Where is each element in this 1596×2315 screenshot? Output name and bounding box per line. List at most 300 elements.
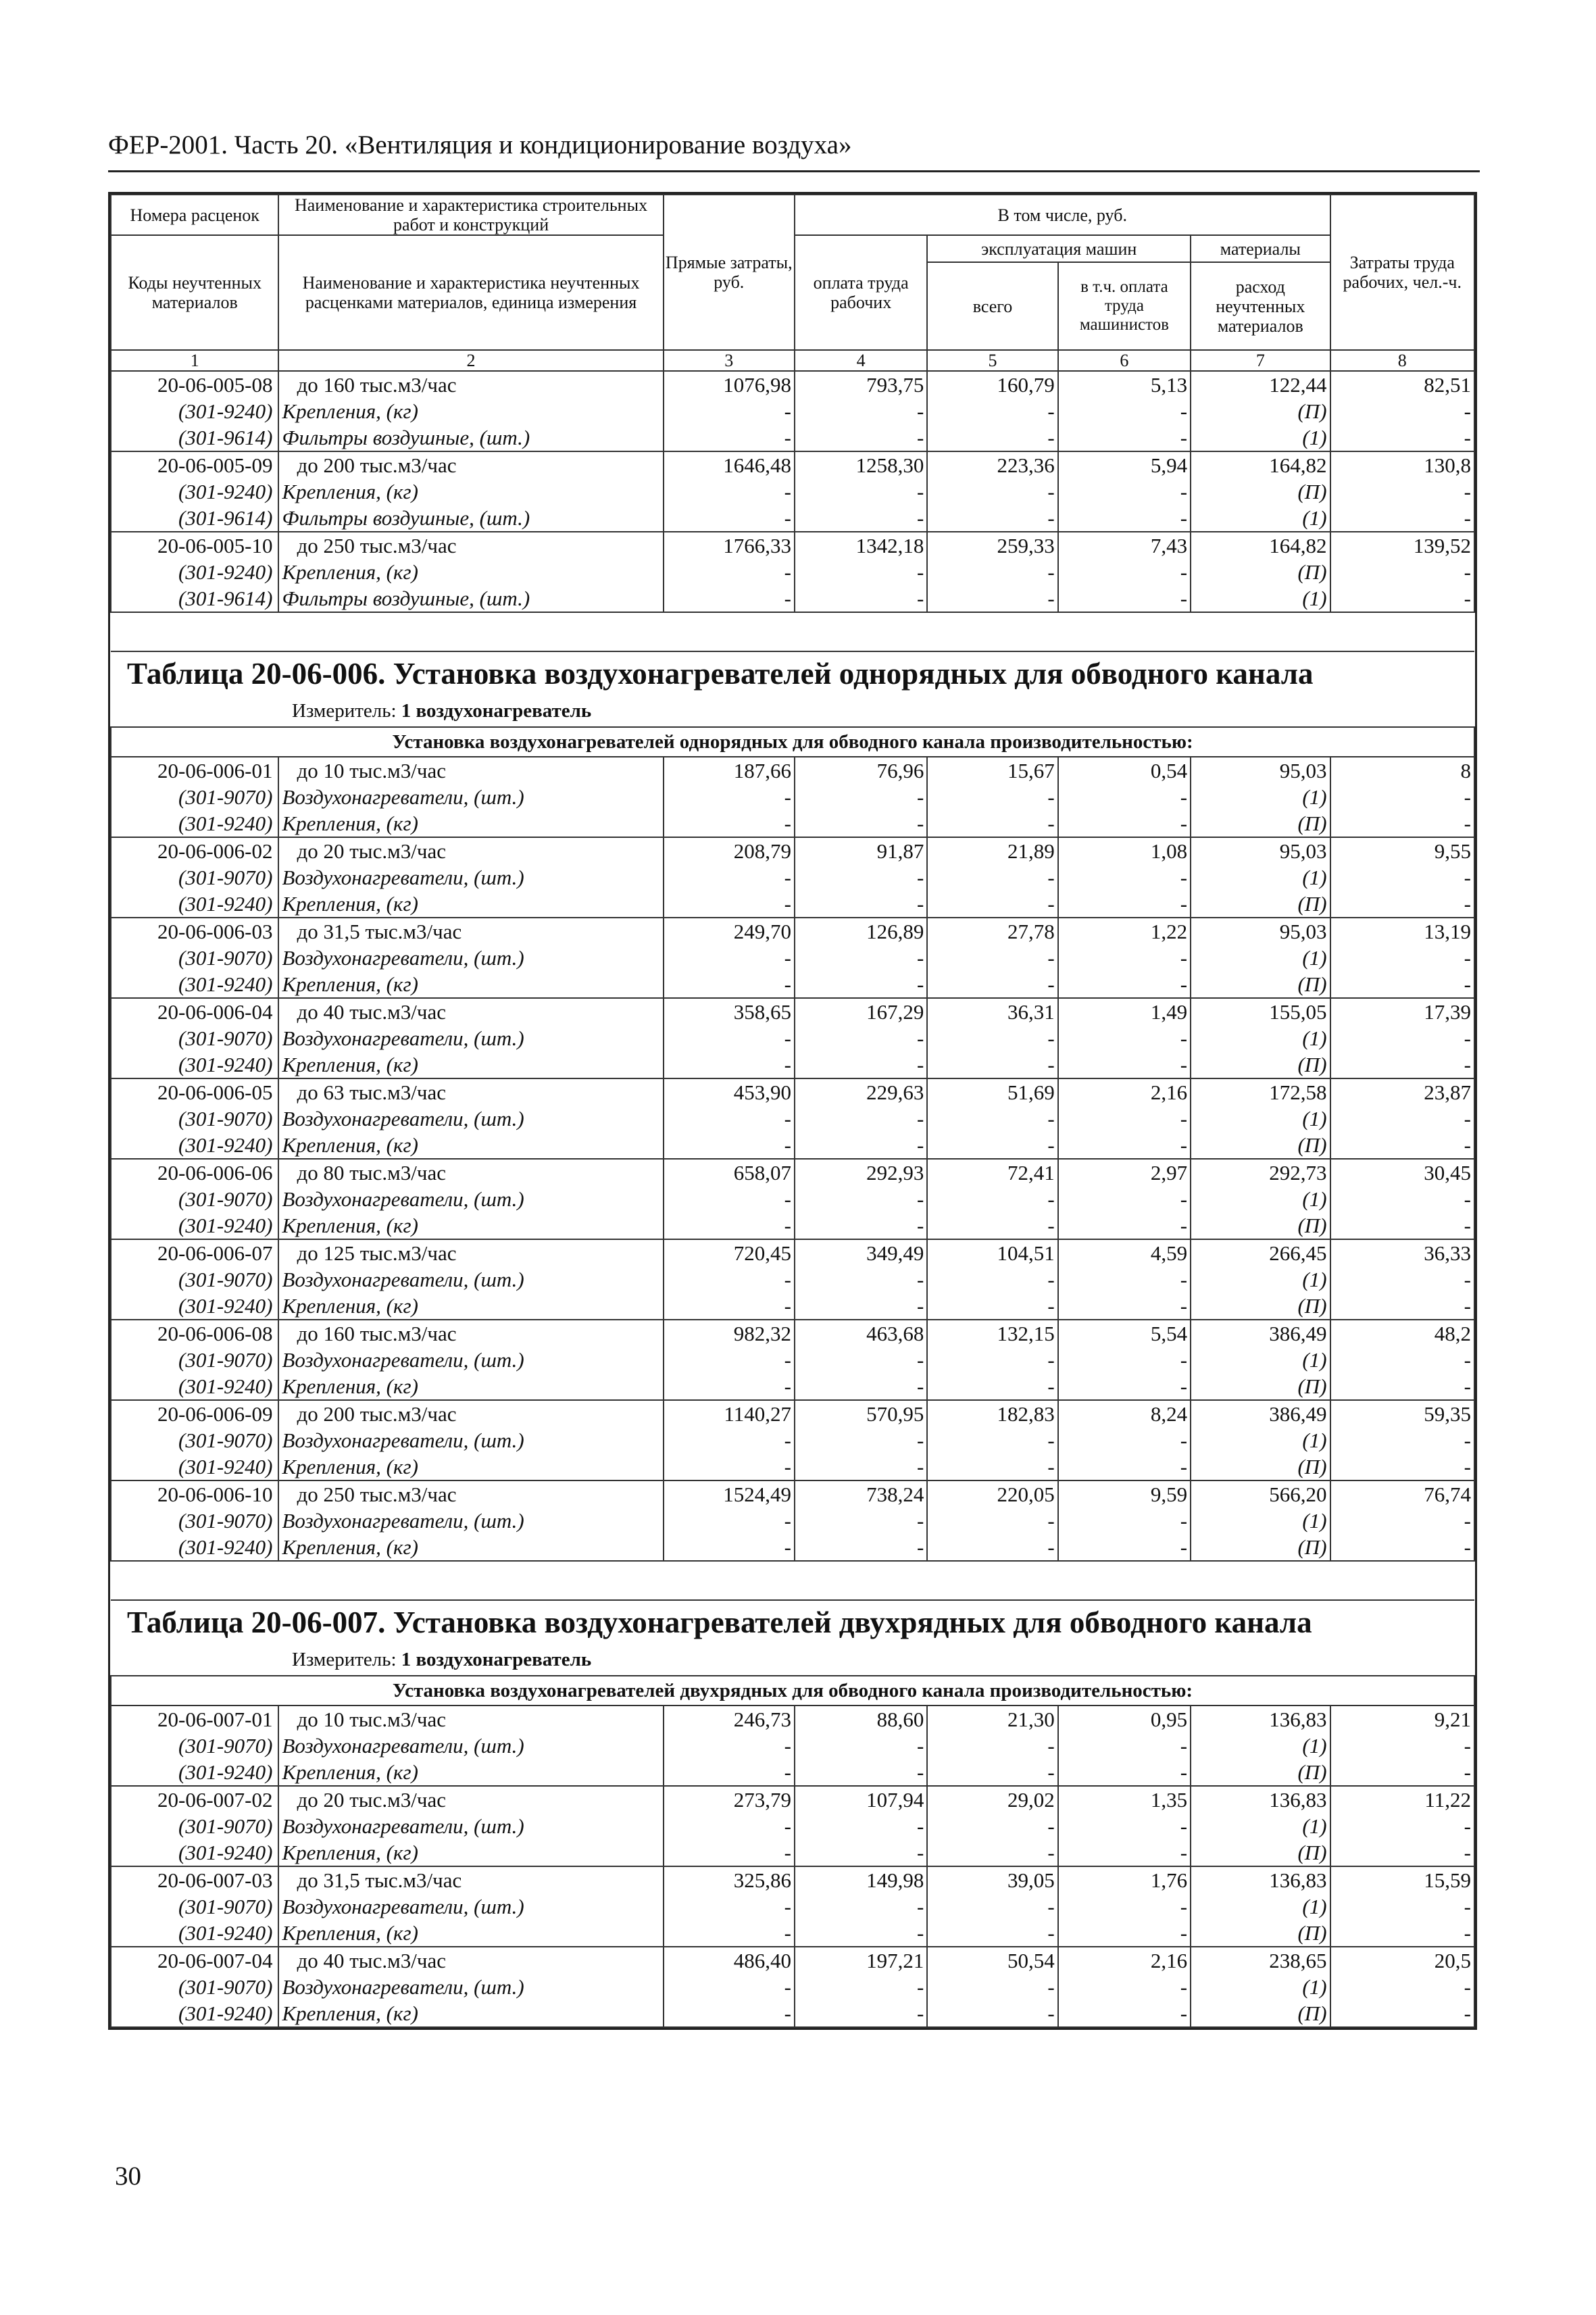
empty-dash: - (1330, 424, 1474, 451)
empty-dash: - (1058, 1212, 1191, 1239)
materials-cost: 238,65 (1191, 1947, 1330, 1974)
materials-cost: 95,03 (1191, 918, 1330, 945)
empty-dash: - (927, 1293, 1057, 1320)
col-material-names-header: Наименование и характеристика неучтенных расценками материалов, единица измерения (278, 235, 663, 350)
empty-dash: - (1058, 1813, 1191, 1839)
material-code: (301-9070) (111, 1266, 278, 1293)
empty-dash: - (1058, 398, 1191, 424)
material-row (111, 1759, 1474, 1786)
empty-dash: - (1058, 810, 1191, 837)
rate-code: 20-06-006-04 (111, 998, 278, 1025)
operator-pay: 8,24 (1058, 1400, 1191, 1427)
empty-dash: - (927, 1893, 1057, 1920)
work-name: до 160 тыс.м3/час (278, 1320, 663, 1347)
table-title-row (111, 651, 1474, 695)
material-name: Крепления, (кг) (278, 2000, 663, 2027)
empty-dash: - (795, 810, 927, 837)
empty-dash: - (1058, 1508, 1191, 1534)
material-code: (301-9070) (111, 1186, 278, 1212)
work-name: до 20 тыс.м3/час (278, 1786, 663, 1813)
empty-dash: - (664, 1105, 795, 1132)
machines-total: 182,83 (927, 1400, 1057, 1427)
worker-pay: 349,49 (795, 1239, 927, 1266)
material-row (111, 1132, 1474, 1159)
material-name: Воздухонагреватели, (шт.) (278, 1733, 663, 1759)
measure-label: Измеритель: (292, 699, 397, 722)
measure-value: 1 воздухонагреватель (401, 699, 592, 722)
material-name: Крепления, (кг) (278, 1373, 663, 1400)
empty-dash: - (1330, 1212, 1474, 1239)
empty-dash: - (927, 864, 1057, 891)
direct-costs: 187,66 (664, 757, 795, 784)
material-name: Крепления, (кг) (278, 398, 663, 424)
column-number: 2 (278, 350, 663, 371)
direct-costs: 249,70 (664, 918, 795, 945)
material-code: (301-9070) (111, 1733, 278, 1759)
material-code: (301-9240) (111, 1373, 278, 1400)
empty-dash: - (1058, 1105, 1191, 1132)
material-name: Крепления, (кг) (278, 1132, 663, 1159)
table-row (111, 1706, 1474, 1733)
rates-table-frame (108, 192, 1477, 2030)
empty-dash: - (795, 1212, 927, 1239)
empty-dash: - (795, 1534, 927, 1561)
empty-dash: - (1330, 864, 1474, 891)
material-name: Воздухонагреватели, (шт.) (278, 1266, 663, 1293)
material-mark: (П) (1191, 398, 1330, 424)
empty-dash: - (927, 1051, 1057, 1078)
material-code: (301-9240) (111, 1920, 278, 1947)
material-code: (301-9240) (111, 1132, 278, 1159)
worker-pay: 1258,30 (795, 451, 927, 478)
empty-dash: - (1330, 971, 1474, 998)
table-row (111, 1159, 1474, 1186)
table-row (111, 998, 1474, 1025)
empty-dash: - (927, 1920, 1057, 1947)
material-code: (301-9240) (111, 1453, 278, 1480)
table-title: Таблица 20-06-006. Установка воздухонагревателей однорядных для обводного канала (127, 657, 1314, 691)
material-name: Воздухонагреватели, (шт.) (278, 1813, 663, 1839)
empty-dash: - (1330, 1920, 1474, 1947)
empty-dash: - (1058, 1132, 1191, 1159)
material-mark: (1) (1191, 1025, 1330, 1051)
material-mark: (1) (1191, 1105, 1330, 1132)
empty-dash: - (795, 945, 927, 971)
empty-dash: - (664, 398, 795, 424)
direct-costs: 1524,49 (664, 1480, 795, 1508)
material-row (111, 1920, 1474, 1947)
empty-dash: - (1058, 1920, 1191, 1947)
machines-total: 21,30 (927, 1706, 1057, 1733)
empty-dash: - (795, 2000, 927, 2027)
empty-dash: - (1058, 1051, 1191, 1078)
material-mark: (1) (1191, 585, 1330, 612)
machines-total: 50,54 (927, 1947, 1057, 1974)
empty-dash: - (664, 1813, 795, 1839)
material-code: (301-9070) (111, 1974, 278, 2000)
rate-code: 20-06-007-04 (111, 1947, 278, 1974)
materials-cost: 136,83 (1191, 1706, 1330, 1733)
operator-pay: 9,59 (1058, 1480, 1191, 1508)
material-row (111, 1186, 1474, 1212)
running-header: ФЕР-2001. Часть 20. «Вентиляция и кондиционирование воздуха» (108, 130, 852, 159)
empty-dash: - (795, 1186, 927, 1212)
empty-dash: - (1330, 1733, 1474, 1759)
worker-pay: 149,98 (795, 1866, 927, 1893)
rate-code: 20-06-006-10 (111, 1480, 278, 1508)
column-number: 4 (795, 350, 927, 371)
table-row (111, 451, 1474, 478)
table-row (111, 1786, 1474, 1813)
empty-dash: - (795, 478, 927, 505)
table-row (111, 532, 1474, 559)
material-row (111, 1347, 1474, 1373)
materials-cost: 136,83 (1191, 1786, 1330, 1813)
empty-dash: - (1330, 784, 1474, 810)
materials-cost: 95,03 (1191, 757, 1330, 784)
empty-dash: - (927, 505, 1057, 532)
material-name: Крепления, (кг) (278, 1051, 663, 1078)
material-mark: (1) (1191, 1813, 1330, 1839)
empty-dash: - (1058, 864, 1191, 891)
empty-dash: - (664, 1347, 795, 1373)
material-mark: (П) (1191, 891, 1330, 918)
material-code: (301-9070) (111, 784, 278, 810)
material-name: Фильтры воздушные, (шт.) (278, 585, 663, 612)
empty-dash: - (664, 1839, 795, 1866)
direct-costs: 486,40 (664, 1947, 795, 1974)
material-code: (301-9070) (111, 864, 278, 891)
measure-value: 1 воздухонагреватель (401, 1648, 592, 1670)
rate-code: 20-06-006-01 (111, 757, 278, 784)
material-row (111, 1508, 1474, 1534)
empty-dash: - (927, 424, 1057, 451)
column-number: 8 (1330, 350, 1474, 371)
material-row (111, 1293, 1474, 1320)
material-mark: (1) (1191, 864, 1330, 891)
material-name: Воздухонагреватели, (шт.) (278, 945, 663, 971)
rate-code: 20-06-005-09 (111, 451, 278, 478)
work-name: до 250 тыс.м3/час (278, 532, 663, 559)
material-name: Крепления, (кг) (278, 1212, 663, 1239)
material-code: (301-9240) (111, 1051, 278, 1078)
material-mark: (П) (1191, 1453, 1330, 1480)
rate-code: 20-06-006-03 (111, 918, 278, 945)
material-code: (301-9070) (111, 945, 278, 971)
operator-pay: 1,49 (1058, 998, 1191, 1025)
material-code: (301-9070) (111, 1105, 278, 1132)
material-code: (301-9240) (111, 1839, 278, 1866)
operator-pay: 5,94 (1058, 451, 1191, 478)
material-name: Воздухонагреватели, (шт.) (278, 1186, 663, 1212)
material-mark: (1) (1191, 1266, 1330, 1293)
table-row (111, 1320, 1474, 1347)
empty-dash: - (664, 2000, 795, 2027)
materials-cost: 155,05 (1191, 998, 1330, 1025)
empty-dash: - (795, 1759, 927, 1786)
material-mark: (П) (1191, 1839, 1330, 1866)
labor-hours: 59,35 (1330, 1400, 1474, 1427)
rate-code: 20-06-006-07 (111, 1239, 278, 1266)
empty-dash: - (795, 1427, 927, 1453)
empty-dash: - (927, 2000, 1057, 2027)
material-code: (301-9070) (111, 1427, 278, 1453)
empty-dash: - (1058, 971, 1191, 998)
empty-dash: - (1058, 784, 1191, 810)
material-mark: (1) (1191, 1974, 1330, 2000)
material-name: Крепления, (кг) (278, 810, 663, 837)
empty-dash: - (1330, 1266, 1474, 1293)
table-row (111, 1947, 1474, 1974)
labor-hours: 36,33 (1330, 1239, 1474, 1266)
empty-dash: - (664, 1733, 795, 1759)
empty-dash: - (1330, 1132, 1474, 1159)
empty-dash: - (795, 1813, 927, 1839)
material-name: Крепления, (кг) (278, 1759, 663, 1786)
empty-dash: - (927, 1266, 1057, 1293)
empty-dash: - (1330, 398, 1474, 424)
labor-hours: 82,51 (1330, 371, 1474, 398)
empty-dash: - (927, 1347, 1057, 1373)
direct-costs: 358,65 (664, 998, 795, 1025)
empty-dash: - (795, 1373, 927, 1400)
empty-dash: - (1330, 1427, 1474, 1453)
material-name: Крепления, (кг) (278, 1920, 663, 1947)
empty-dash: - (664, 891, 795, 918)
worker-pay: 91,87 (795, 837, 927, 864)
labor-hours: 20,5 (1330, 1947, 1474, 1974)
table-row (111, 1239, 1474, 1266)
col-rate-numbers-header: Номера расценок (111, 195, 278, 235)
worker-pay: 570,95 (795, 1400, 927, 1427)
direct-costs: 325,86 (664, 1866, 795, 1893)
table-row (111, 1400, 1474, 1427)
machines-total: 36,31 (927, 998, 1057, 1025)
empty-dash: - (795, 1132, 927, 1159)
material-code: (301-9240) (111, 971, 278, 998)
empty-dash: - (927, 1839, 1057, 1866)
section-gap (111, 612, 1474, 651)
empty-dash: - (1058, 585, 1191, 612)
empty-dash: - (927, 559, 1057, 585)
empty-dash: - (795, 505, 927, 532)
col-material-codes-header: Коды неучтенных материалов (111, 235, 278, 350)
empty-dash: - (664, 424, 795, 451)
material-mark: (П) (1191, 478, 1330, 505)
labor-hours: 9,55 (1330, 837, 1474, 864)
material-mark: (П) (1191, 1920, 1330, 1947)
material-row (111, 559, 1474, 585)
material-mark: (1) (1191, 1733, 1330, 1759)
material-row (111, 424, 1474, 451)
materials-cost: 136,83 (1191, 1866, 1330, 1893)
operator-pay: 0,54 (1058, 757, 1191, 784)
rate-code: 20-06-007-02 (111, 1786, 278, 1813)
material-mark: (1) (1191, 1893, 1330, 1920)
machines-total: 15,67 (927, 757, 1057, 784)
machines-total: 259,33 (927, 532, 1057, 559)
material-mark: (1) (1191, 945, 1330, 971)
materials-cost: 386,49 (1191, 1320, 1330, 1347)
empty-dash: - (664, 1293, 795, 1320)
material-name: Воздухонагреватели, (шт.) (278, 864, 663, 891)
material-mark: (П) (1191, 1051, 1330, 1078)
material-code: (301-9240) (111, 891, 278, 918)
empty-dash: - (664, 945, 795, 971)
empty-dash: - (1058, 424, 1191, 451)
labor-hours: 11,22 (1330, 1786, 1474, 1813)
worker-pay: 126,89 (795, 918, 927, 945)
worker-pay: 292,93 (795, 1159, 927, 1186)
material-name: Крепления, (кг) (278, 1839, 663, 1866)
empty-dash: - (1058, 1347, 1191, 1373)
material-row (111, 1453, 1474, 1480)
material-name: Воздухонагреватели, (шт.) (278, 1427, 663, 1453)
empty-dash: - (927, 1132, 1057, 1159)
empty-dash: - (795, 971, 927, 998)
materials-cost: 122,44 (1191, 371, 1330, 398)
empty-dash: - (795, 1025, 927, 1051)
col-worker-pay-header: оплата труда рабочих (795, 235, 927, 350)
measure (111, 695, 1474, 727)
direct-costs: 1140,27 (664, 1400, 795, 1427)
operator-pay: 1,35 (1058, 1786, 1191, 1813)
material-row (111, 1212, 1474, 1239)
material-row (111, 1427, 1474, 1453)
empty-dash: - (1330, 1051, 1474, 1078)
empty-dash: - (795, 864, 927, 891)
material-name: Крепления, (кг) (278, 1534, 663, 1561)
table-row (111, 1480, 1474, 1508)
material-code: (301-9240) (111, 478, 278, 505)
empty-dash: - (927, 1759, 1057, 1786)
column-number: 3 (664, 350, 795, 371)
rate-code: 20-06-006-06 (111, 1159, 278, 1186)
measure-row (111, 1644, 1474, 1676)
direct-costs: 246,73 (664, 1706, 795, 1733)
material-code: (301-9240) (111, 810, 278, 837)
empty-dash: - (795, 1508, 927, 1534)
empty-dash: - (1058, 1186, 1191, 1212)
empty-dash: - (664, 1132, 795, 1159)
empty-dash: - (664, 1534, 795, 1561)
empty-dash: - (664, 559, 795, 585)
material-name: Крепления, (кг) (278, 559, 663, 585)
empty-dash: - (795, 398, 927, 424)
empty-dash: - (795, 1293, 927, 1320)
empty-dash: - (1058, 1839, 1191, 1866)
material-row (111, 1893, 1474, 1920)
material-code: (301-9070) (111, 1893, 278, 1920)
material-code: (301-9070) (111, 1813, 278, 1839)
empty-dash: - (664, 1051, 795, 1078)
material-row (111, 585, 1474, 612)
worker-pay: 229,63 (795, 1078, 927, 1105)
work-name: до 10 тыс.м3/час (278, 1706, 663, 1733)
material-mark: (П) (1191, 971, 1330, 998)
work-name: до 31,5 тыс.м3/час (278, 1866, 663, 1893)
column-number: 5 (927, 350, 1057, 371)
measure (111, 1644, 1474, 1676)
material-mark: (1) (1191, 784, 1330, 810)
machines-total: 72,41 (927, 1159, 1057, 1186)
material-code: (301-9240) (111, 2000, 278, 2027)
empty-dash: - (795, 1733, 927, 1759)
col-material-consumption-header: расход неучтенных материалов (1191, 262, 1330, 350)
empty-dash: - (664, 1453, 795, 1480)
empty-dash: - (795, 1105, 927, 1132)
material-row (111, 945, 1474, 971)
empty-dash: - (927, 891, 1057, 918)
worker-pay: 167,29 (795, 998, 927, 1025)
material-row (111, 891, 1474, 918)
material-row (111, 505, 1474, 532)
empty-dash: - (795, 1347, 927, 1373)
empty-dash: - (1058, 891, 1191, 918)
empty-dash: - (795, 424, 927, 451)
material-row (111, 1105, 1474, 1132)
work-name: до 80 тыс.м3/час (278, 1159, 663, 1186)
material-row (111, 1974, 1474, 2000)
empty-dash: - (1330, 1839, 1474, 1866)
material-name: Крепления, (кг) (278, 1453, 663, 1480)
material-name: Воздухонагреватели, (шт.) (278, 1105, 663, 1132)
materials-cost: 164,82 (1191, 451, 1330, 478)
table-row (111, 837, 1474, 864)
material-mark: (П) (1191, 2000, 1330, 2027)
empty-dash: - (1058, 1974, 1191, 2000)
empty-dash: - (795, 1453, 927, 1480)
work-name: до 250 тыс.м3/час (278, 1480, 663, 1508)
empty-dash: - (927, 1534, 1057, 1561)
empty-dash: - (664, 1186, 795, 1212)
material-mark: (1) (1191, 1508, 1330, 1534)
direct-costs: 208,79 (664, 837, 795, 864)
work-name: до 160 тыс.м3/час (278, 371, 663, 398)
empty-dash: - (1330, 585, 1474, 612)
empty-dash: - (1330, 1453, 1474, 1480)
empty-dash: - (664, 1974, 795, 2000)
empty-dash: - (927, 1427, 1057, 1453)
material-row (111, 1534, 1474, 1561)
measure-label: Измеритель: (292, 1648, 397, 1670)
section-gap-cell (111, 612, 1474, 651)
worker-pay: 76,96 (795, 757, 927, 784)
table-row (111, 1866, 1474, 1893)
empty-dash: - (664, 784, 795, 810)
empty-dash: - (664, 810, 795, 837)
empty-dash: - (927, 945, 1057, 971)
material-mark: (П) (1191, 1132, 1330, 1159)
work-name: до 40 тыс.м3/час (278, 1947, 663, 1974)
empty-dash: - (927, 1373, 1057, 1400)
direct-costs: 1766,33 (664, 532, 795, 559)
empty-dash: - (927, 1186, 1057, 1212)
empty-dash: - (664, 505, 795, 532)
empty-dash: - (927, 478, 1057, 505)
material-code: (301-9240) (111, 1212, 278, 1239)
section-gap-cell (111, 1561, 1474, 1600)
material-code: (301-9614) (111, 505, 278, 532)
work-name: до 40 тыс.м3/час (278, 998, 663, 1025)
material-name: Воздухонагреватели, (шт.) (278, 784, 663, 810)
operator-pay: 4,59 (1058, 1239, 1191, 1266)
column-number: 7 (1191, 350, 1330, 371)
empty-dash: - (1058, 1373, 1191, 1400)
column-number: 6 (1058, 350, 1191, 371)
empty-dash: - (1058, 505, 1191, 532)
empty-dash: - (1330, 1974, 1474, 2000)
